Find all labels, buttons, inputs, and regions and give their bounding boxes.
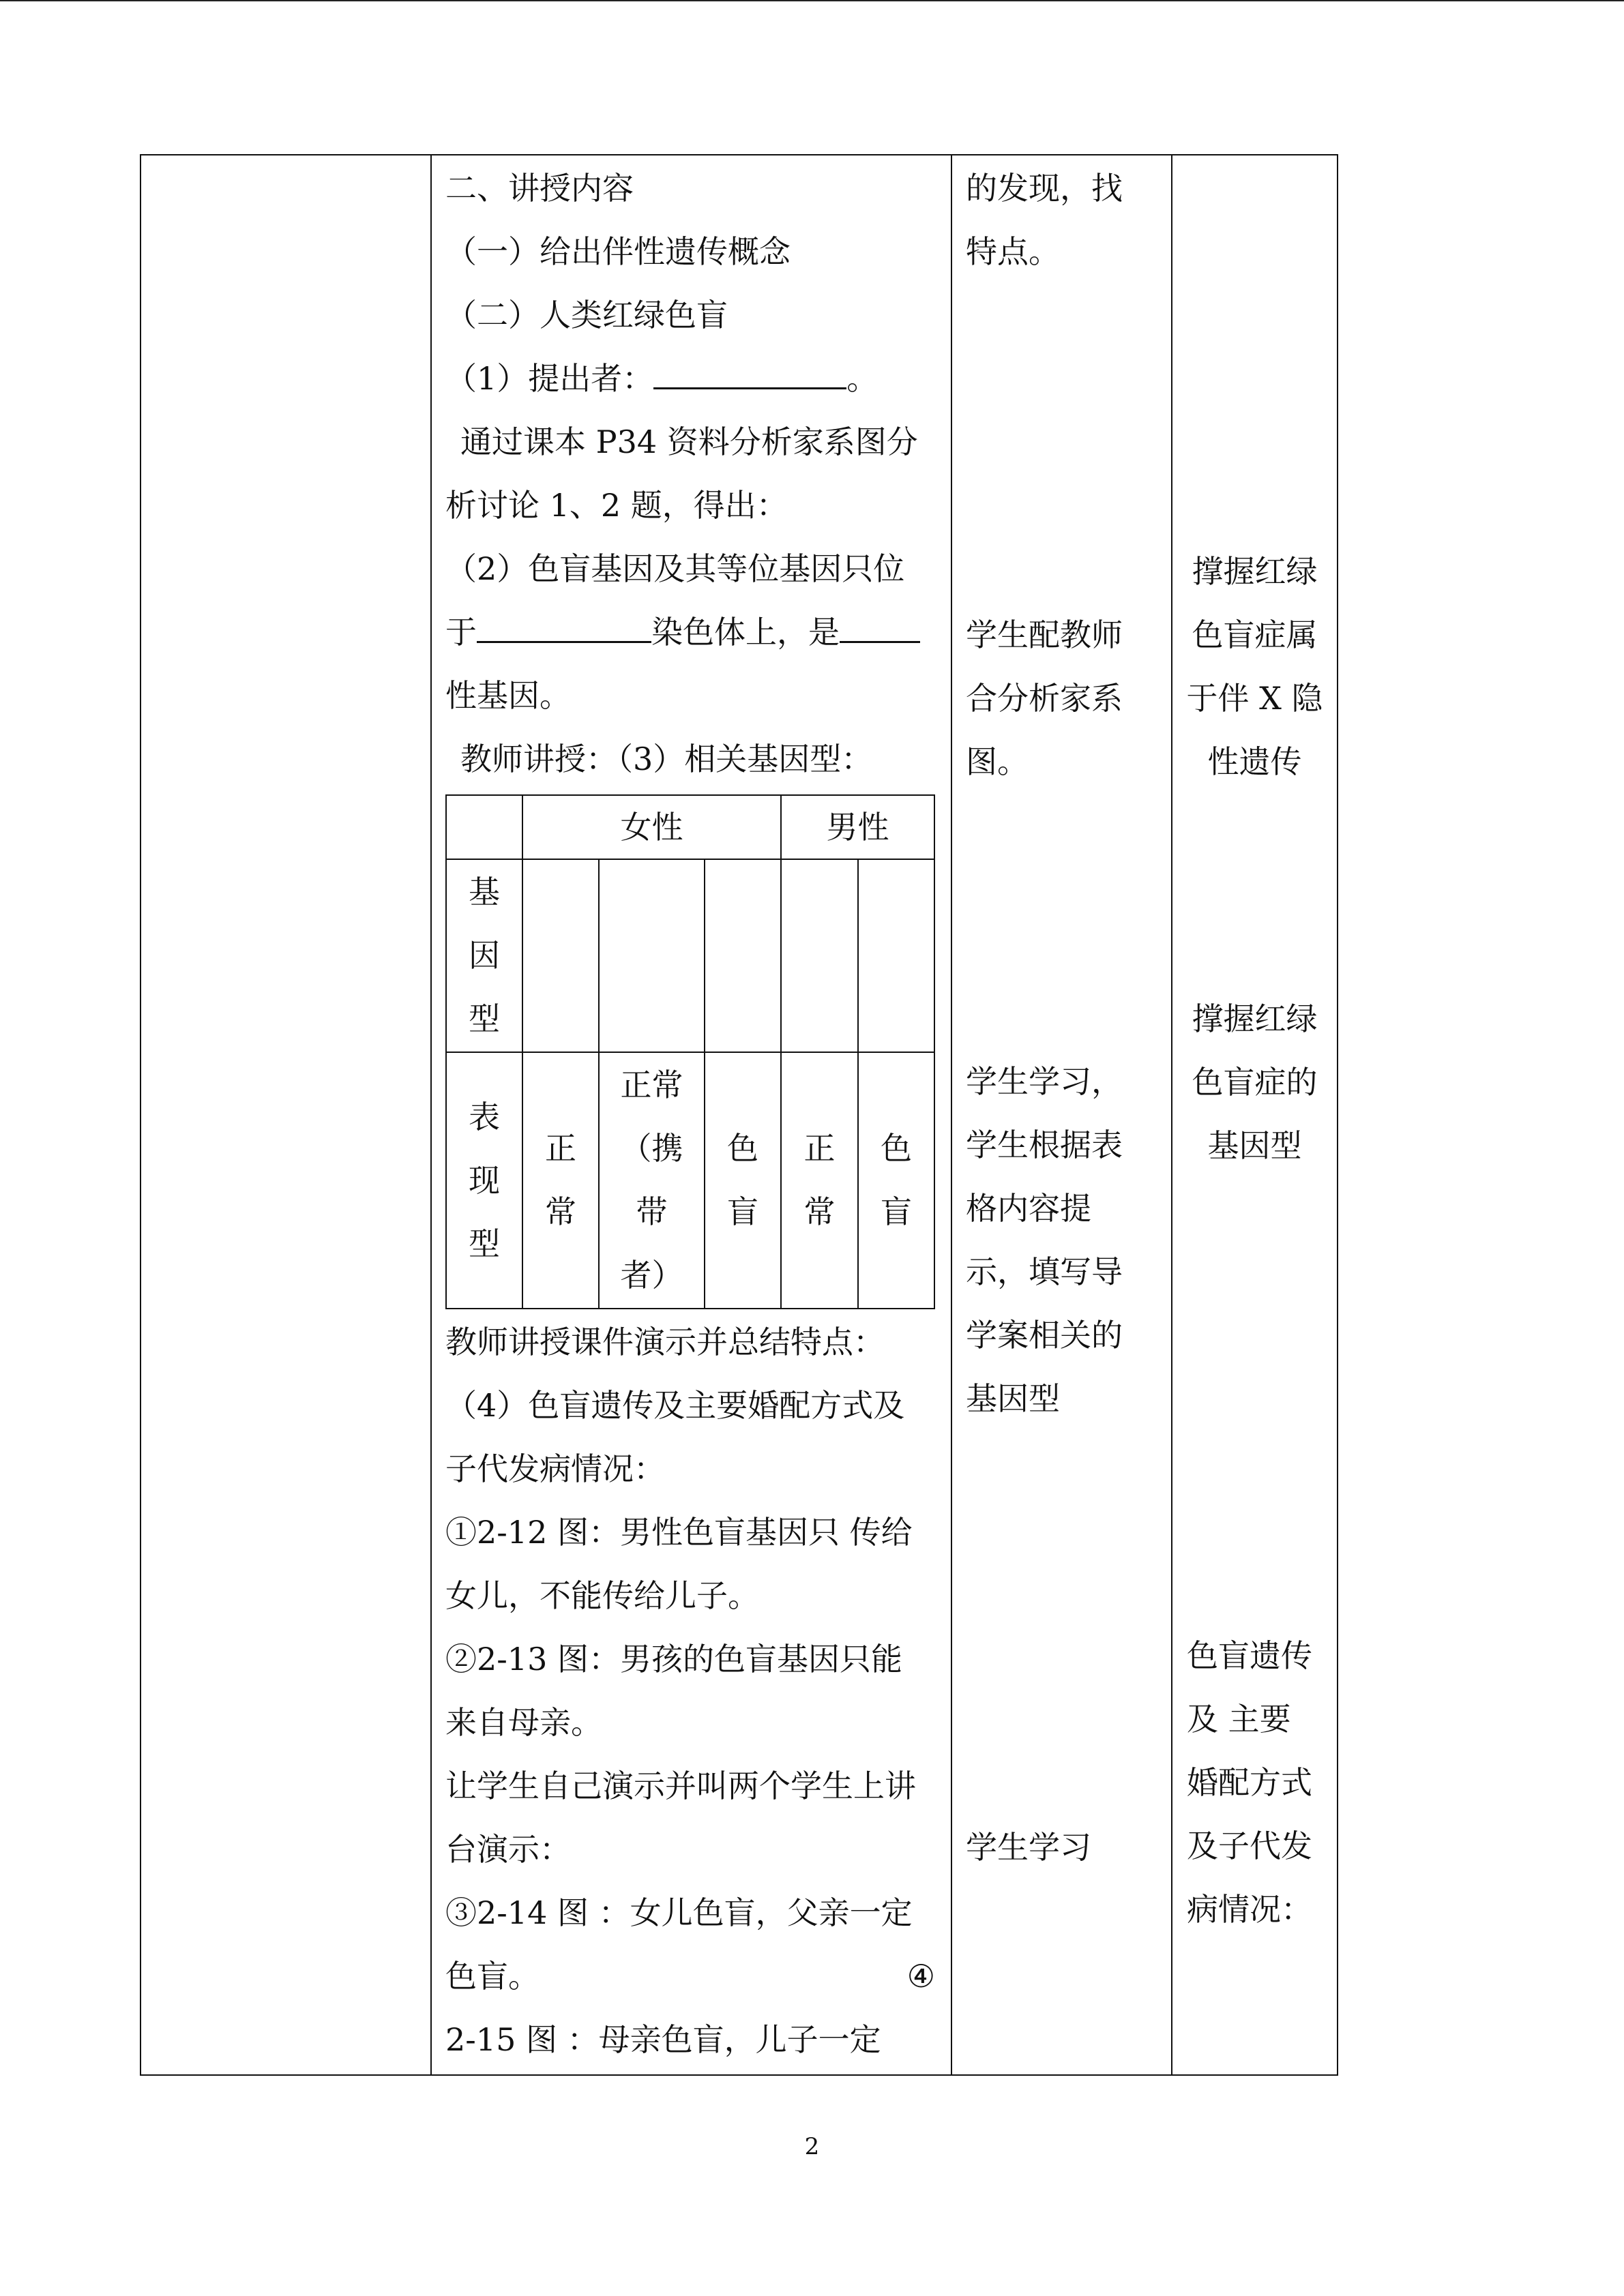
content-line: （1）提出者： 。: [445, 347, 943, 411]
student-activity-b: 学生配教师 合分析家系 图。: [966, 616, 1123, 780]
content-line: 性基因。: [445, 677, 571, 714]
teaching-goal-a: 撑握红绿 色盲症属 于伴 X 隐 性遗传: [1186, 553, 1323, 780]
phenotype-female-normal: 正 常: [545, 1130, 576, 1230]
content-line: （二）人类红绿色盲: [445, 297, 728, 333]
teaching-content-column: [445, 157, 943, 791]
column-divider-2: [951, 154, 952, 2076]
content-line: ①2-12 图：男性色盲基因只 传给: [445, 1514, 913, 1551]
header-female: 女性: [620, 808, 683, 846]
table-top-border: [140, 154, 1338, 155]
content-line: 女儿，不能传给儿子。: [445, 1577, 759, 1614]
content-line: 析讨论 1、2 题，得出：: [445, 487, 788, 524]
content-line: 于 染色体上，是: [445, 601, 943, 664]
phenotype-female-carrier: 正常 （携 带 者）: [620, 1067, 683, 1294]
phenotype-male-normal: 正 常: [803, 1130, 836, 1230]
student-activity-c: 学生学习， 学生根据表 格内容提 示，填写导 学案相关的 基因型: [966, 1063, 1123, 1417]
page-number: 2: [804, 2133, 820, 2160]
column-divider-1: [430, 154, 432, 2076]
content-line: ③2-14 图 ：女儿色盲，父亲一定: [445, 1894, 913, 1931]
content-line: 色盲。 ④: [445, 1958, 935, 1995]
content-line: 2-15 图 ：母亲色盲，儿子一定: [445, 2021, 881, 2058]
fill-blank: [477, 601, 651, 643]
content-line: 让学生自己演示并叫两个学生上讲: [445, 1768, 916, 1804]
content-line: 通过课本 P34 资料分析家系图分: [460, 423, 918, 460]
header-male: 男性: [826, 808, 889, 846]
fill-blank: [840, 601, 920, 643]
content-line: 台演示：: [445, 1831, 571, 1868]
student-activity-d: 学生学习: [966, 1829, 1091, 1866]
row-label-phenotype: 表 现 型: [469, 1098, 500, 1262]
content-line: ②2-13 图：男孩的色盲基因只能: [445, 1641, 902, 1678]
teaching-goal-c: 色盲遗传 及 主要 婚配方式 及子代发 病情况：: [1187, 1637, 1312, 1928]
table-right-border: [1337, 154, 1338, 2076]
content-line: （一）给出伴性遗传概念: [445, 233, 791, 270]
table-bottom-border: [140, 2074, 1338, 2076]
content-line: 来自母亲。: [445, 1704, 602, 1741]
page-top-border: [0, 0, 1624, 1]
table-left-border: [140, 154, 141, 2076]
teaching-goal-b: 撑握红绿 色盲症的 基因型: [1192, 1000, 1318, 1164]
section-heading: 二、讲授内容: [445, 170, 634, 207]
phenotype-female-colorblind: 色 盲: [727, 1130, 758, 1230]
content-line: 教师讲授课件演示并总结特点：: [445, 1324, 885, 1360]
row-label-genotype: 基 因 型: [469, 874, 500, 1037]
phenotype-male-colorblind: 色 盲: [881, 1130, 912, 1230]
content-line: （4）色盲遗传及主要婚配方式及: [445, 1387, 905, 1424]
fill-blank: [653, 348, 846, 389]
content-line: 教师讲授：（3）相关基因型：: [460, 741, 873, 777]
content-line: （2）色盲基因及其等位基因只位: [445, 550, 905, 587]
teaching-content-column-continued: [445, 1311, 943, 2072]
student-activity-a: 的发现，找 特点。: [966, 170, 1123, 270]
content-line: 子代发病情况：: [445, 1450, 665, 1487]
